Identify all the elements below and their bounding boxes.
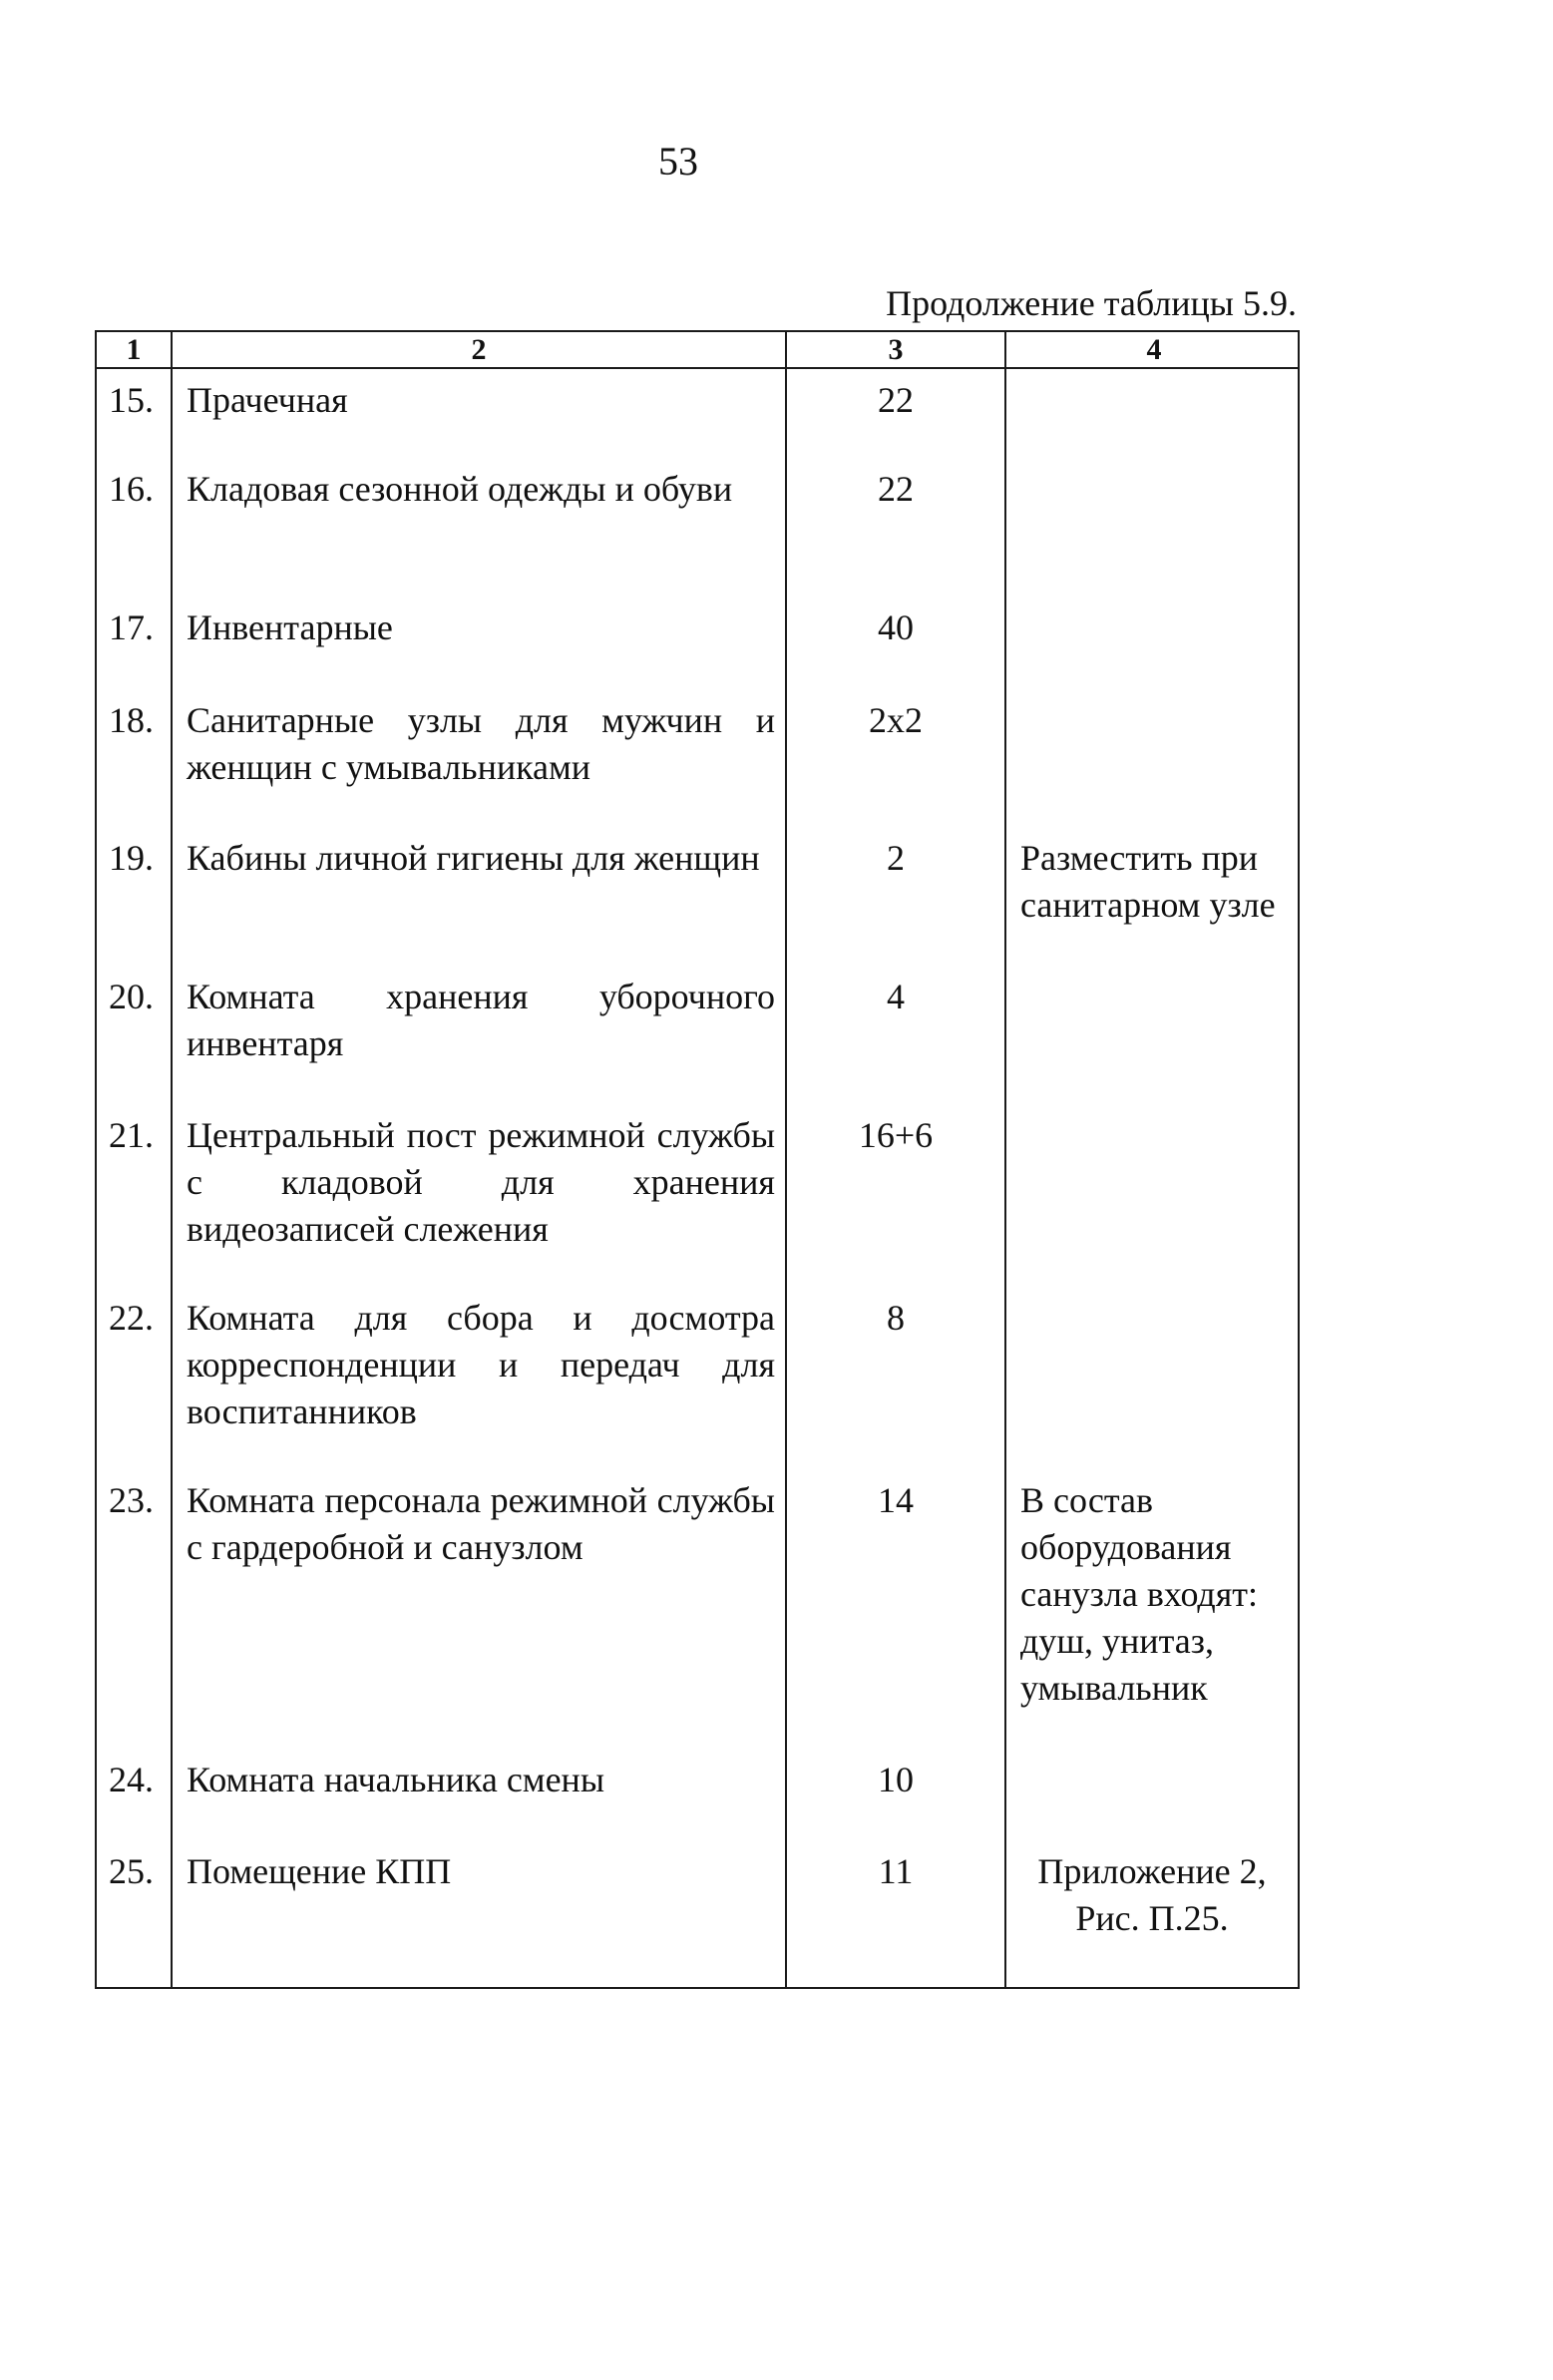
header-col-3: 3 (888, 333, 904, 366)
row-number: 24. (109, 1760, 154, 1799)
room-note: В состав оборудования санузла входят: душ, унитаз, умывальник (1020, 1480, 1259, 1708)
header-divider (97, 367, 1298, 369)
room-name: Кладовая сезонной одежды и обуви (187, 469, 733, 509)
room-area: 16+6 (858, 1115, 934, 1155)
room-area: 22 (878, 380, 914, 420)
room-name: Центральный пост режимной службы с кладовой для хранения видеозаписей слежения (187, 1115, 775, 1249)
header-col-1: 1 (126, 333, 142, 366)
header-col-2: 2 (471, 333, 487, 366)
row-number: 25. (109, 1851, 154, 1891)
room-note: Приложение 2, Рис. П.25. (1037, 1851, 1267, 1938)
room-name: Инвентарные (187, 607, 393, 647)
row-number: 22. (109, 1298, 154, 1338)
row-number: 18. (109, 700, 154, 740)
room-note: Разместить при санитарном узле (1020, 838, 1276, 925)
row-number: 21. (109, 1115, 154, 1155)
room-name: Комната хранения уборочного инвентаря (187, 977, 775, 1063)
row-number: 16. (109, 469, 154, 509)
header-col-4: 4 (1146, 333, 1162, 366)
room-name: Помещение КПП (187, 1851, 452, 1891)
row-number: 17. (109, 607, 154, 647)
row-number: 19. (109, 838, 154, 878)
page-number: 53 (658, 139, 698, 184)
room-area: 8 (887, 1298, 905, 1338)
room-name: Санитарные узлы для мужчин и женщин с умывальниками (187, 700, 775, 787)
column-divider (785, 332, 787, 1987)
room-area: 4 (887, 977, 905, 1016)
rooms-table (95, 330, 1300, 1989)
room-area: 22 (878, 469, 914, 509)
column-divider (1004, 332, 1006, 1987)
room-area: 2 (887, 838, 905, 878)
room-area: 2х2 (869, 700, 923, 740)
row-number: 20. (109, 977, 154, 1016)
room-name: Кабины личной гигиены для женщин (187, 838, 760, 878)
room-area: 40 (878, 607, 914, 647)
room-name: Комната персонала режимной службы с гардеробной и санузлом (187, 1480, 775, 1567)
room-name: Комната для сбора и досмотра корреспонденции и передач для воспитанников (187, 1298, 775, 1431)
room-area: 14 (878, 1480, 914, 1520)
room-area: 10 (878, 1760, 914, 1799)
row-number: 15. (109, 380, 154, 420)
table-caption: Продолжение таблицы 5.9. (886, 283, 1297, 323)
room-area: 11 (878, 1851, 914, 1891)
row-number: 23. (109, 1480, 154, 1520)
room-name: Прачечная (187, 380, 348, 420)
room-name: Комната начальника смены (187, 1760, 605, 1799)
